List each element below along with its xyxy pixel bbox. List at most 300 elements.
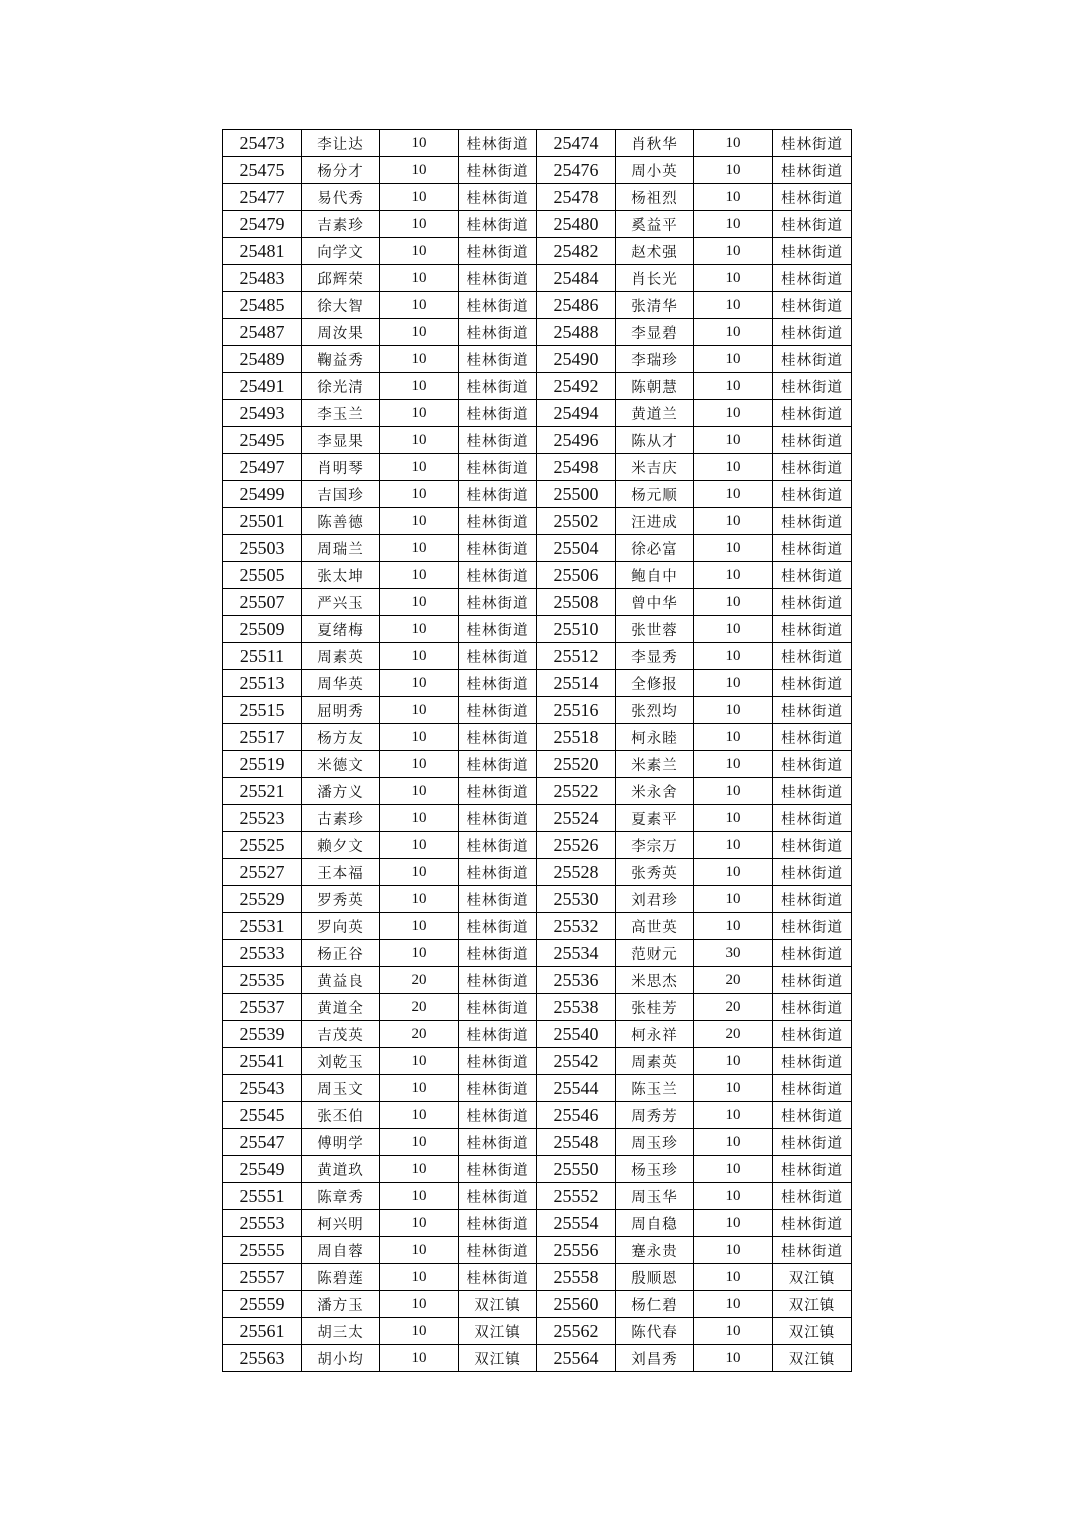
table-row xyxy=(223,940,852,967)
person-name-cell: 李显果 xyxy=(302,427,380,454)
record-id-cell: 25510 xyxy=(537,616,616,643)
place-name-cell: 桂林街道 xyxy=(773,1156,852,1183)
record-id-cell: 25557 xyxy=(223,1264,302,1291)
amount-value-cell: 10 xyxy=(694,805,773,832)
amount-value-cell: 10 xyxy=(380,454,459,481)
record-id-cell: 25535 xyxy=(223,967,302,994)
record-id-cell: 25492 xyxy=(537,373,616,400)
record-id-cell: 25500 xyxy=(537,481,616,508)
record-id-cell: 25536 xyxy=(537,967,616,994)
amount-value-cell: 10 xyxy=(694,400,773,427)
amount-value-cell: 10 xyxy=(694,1345,773,1372)
amount-value-cell: 10 xyxy=(380,670,459,697)
record-id-cell: 25544 xyxy=(537,1075,616,1102)
amount-value-cell: 10 xyxy=(380,265,459,292)
place-name-cell: 双江镇 xyxy=(773,1318,852,1345)
amount-value-cell: 10 xyxy=(694,1075,773,1102)
amount-value-cell: 10 xyxy=(380,832,459,859)
table-row xyxy=(223,1237,852,1264)
place-name-cell: 桂林街道 xyxy=(773,940,852,967)
record-id-cell: 25537 xyxy=(223,994,302,1021)
place-name-cell: 桂林街道 xyxy=(459,751,537,778)
amount-value-cell: 10 xyxy=(694,886,773,913)
record-id-cell: 25503 xyxy=(223,535,302,562)
place-name-cell: 双江镇 xyxy=(459,1345,537,1372)
person-name-cell: 古素珍 xyxy=(302,805,380,832)
table-row xyxy=(223,481,852,508)
amount-value-cell: 10 xyxy=(694,589,773,616)
place-name-cell: 桂林街道 xyxy=(773,130,852,157)
amount-value-cell: 10 xyxy=(380,535,459,562)
amount-value-cell: 10 xyxy=(380,373,459,400)
table-row xyxy=(223,643,852,670)
person-name-cell: 刘昌秀 xyxy=(616,1345,694,1372)
amount-value-cell: 10 xyxy=(694,481,773,508)
amount-value-cell: 10 xyxy=(380,481,459,508)
record-id-cell: 25475 xyxy=(223,157,302,184)
record-id-cell: 25549 xyxy=(223,1156,302,1183)
record-id-cell: 25545 xyxy=(223,1102,302,1129)
table-row xyxy=(223,184,852,211)
table-row xyxy=(223,994,852,1021)
record-id-cell: 25488 xyxy=(537,319,616,346)
amount-value-cell: 10 xyxy=(694,535,773,562)
record-id-cell: 25516 xyxy=(537,697,616,724)
person-name-cell: 周素英 xyxy=(302,643,380,670)
place-name-cell: 桂林街道 xyxy=(459,400,537,427)
place-name-cell: 桂林街道 xyxy=(773,697,852,724)
record-id-cell: 25496 xyxy=(537,427,616,454)
record-id-cell: 25502 xyxy=(537,508,616,535)
roster-body xyxy=(223,130,852,1372)
amount-value-cell: 10 xyxy=(380,1210,459,1237)
person-name-cell: 柯兴明 xyxy=(302,1210,380,1237)
place-name-cell: 桂林街道 xyxy=(773,832,852,859)
place-name-cell: 桂林街道 xyxy=(459,157,537,184)
record-id-cell: 25512 xyxy=(537,643,616,670)
record-id-cell: 25556 xyxy=(537,1237,616,1264)
record-id-cell: 25523 xyxy=(223,805,302,832)
person-name-cell: 杨玉珍 xyxy=(616,1156,694,1183)
table-row xyxy=(223,670,852,697)
table-row xyxy=(223,589,852,616)
record-id-cell: 25561 xyxy=(223,1318,302,1345)
place-name-cell: 桂林街道 xyxy=(773,1048,852,1075)
place-name-cell: 桂林街道 xyxy=(459,643,537,670)
person-name-cell: 吉茂英 xyxy=(302,1021,380,1048)
table-row xyxy=(223,751,852,778)
amount-value-cell: 10 xyxy=(380,238,459,265)
record-id-cell: 25550 xyxy=(537,1156,616,1183)
record-id-cell: 25481 xyxy=(223,238,302,265)
person-name-cell: 向学文 xyxy=(302,238,380,265)
person-name-cell: 杨祖烈 xyxy=(616,184,694,211)
amount-value-cell: 20 xyxy=(380,994,459,1021)
record-id-cell: 25564 xyxy=(537,1345,616,1372)
place-name-cell: 桂林街道 xyxy=(773,724,852,751)
amount-value-cell: 10 xyxy=(380,1156,459,1183)
table-row xyxy=(223,1075,852,1102)
record-id-cell: 25521 xyxy=(223,778,302,805)
place-name-cell: 桂林街道 xyxy=(459,967,537,994)
person-name-cell: 胡小均 xyxy=(302,1345,380,1372)
record-id-cell: 25478 xyxy=(537,184,616,211)
table-row xyxy=(223,211,852,238)
person-name-cell: 高世英 xyxy=(616,913,694,940)
person-name-cell: 胡三太 xyxy=(302,1318,380,1345)
place-name-cell: 桂林街道 xyxy=(459,697,537,724)
person-name-cell: 张桂芳 xyxy=(616,994,694,1021)
table-row xyxy=(223,1102,852,1129)
amount-value-cell: 10 xyxy=(694,616,773,643)
place-name-cell: 桂林街道 xyxy=(773,1021,852,1048)
roster-table xyxy=(222,129,852,1372)
person-name-cell: 罗向英 xyxy=(302,913,380,940)
table-row xyxy=(223,1129,852,1156)
amount-value-cell: 10 xyxy=(380,346,459,373)
place-name-cell: 桂林街道 xyxy=(459,562,537,589)
place-name-cell: 桂林街道 xyxy=(459,778,537,805)
amount-value-cell: 10 xyxy=(380,1075,459,1102)
record-id-cell: 25494 xyxy=(537,400,616,427)
amount-value-cell: 10 xyxy=(380,400,459,427)
record-id-cell: 25528 xyxy=(537,859,616,886)
person-name-cell: 夏素平 xyxy=(616,805,694,832)
amount-value-cell: 10 xyxy=(380,940,459,967)
record-id-cell: 25490 xyxy=(537,346,616,373)
amount-value-cell: 20 xyxy=(694,994,773,1021)
place-name-cell: 桂林街道 xyxy=(773,481,852,508)
record-id-cell: 25514 xyxy=(537,670,616,697)
place-name-cell: 桂林街道 xyxy=(773,427,852,454)
person-name-cell: 周自稳 xyxy=(616,1210,694,1237)
person-name-cell: 周玉华 xyxy=(616,1183,694,1210)
person-name-cell: 柯永睦 xyxy=(616,724,694,751)
amount-value-cell: 10 xyxy=(380,508,459,535)
place-name-cell: 桂林街道 xyxy=(459,1102,537,1129)
amount-value-cell: 10 xyxy=(380,157,459,184)
amount-value-cell: 10 xyxy=(380,1318,459,1345)
place-name-cell: 桂林街道 xyxy=(459,670,537,697)
table-row xyxy=(223,1345,852,1372)
table-row xyxy=(223,1291,852,1318)
person-name-cell: 全修报 xyxy=(616,670,694,697)
amount-value-cell: 10 xyxy=(694,238,773,265)
table-row xyxy=(223,1210,852,1237)
amount-value-cell: 10 xyxy=(380,184,459,211)
table-row xyxy=(223,535,852,562)
amount-value-cell: 10 xyxy=(694,1210,773,1237)
table-row xyxy=(223,1156,852,1183)
place-name-cell: 桂林街道 xyxy=(459,1183,537,1210)
place-name-cell: 桂林街道 xyxy=(773,1237,852,1264)
amount-value-cell: 10 xyxy=(380,211,459,238)
record-id-cell: 25491 xyxy=(223,373,302,400)
table-row xyxy=(223,562,852,589)
person-name-cell: 李显碧 xyxy=(616,319,694,346)
table-row xyxy=(223,292,852,319)
amount-value-cell: 10 xyxy=(694,265,773,292)
document-page xyxy=(222,129,851,1372)
place-name-cell: 桂林街道 xyxy=(459,1075,537,1102)
place-name-cell: 桂林街道 xyxy=(773,913,852,940)
amount-value-cell: 10 xyxy=(694,832,773,859)
person-name-cell: 陈玉兰 xyxy=(616,1075,694,1102)
amount-value-cell: 10 xyxy=(380,1345,459,1372)
person-name-cell: 奚益平 xyxy=(616,211,694,238)
amount-value-cell: 10 xyxy=(694,1318,773,1345)
amount-value-cell: 10 xyxy=(694,1102,773,1129)
record-id-cell: 25501 xyxy=(223,508,302,535)
table-row xyxy=(223,454,852,481)
record-id-cell: 25542 xyxy=(537,1048,616,1075)
person-name-cell: 陈代春 xyxy=(616,1318,694,1345)
record-id-cell: 25552 xyxy=(537,1183,616,1210)
record-id-cell: 25499 xyxy=(223,481,302,508)
amount-value-cell: 10 xyxy=(694,346,773,373)
place-name-cell: 桂林街道 xyxy=(773,589,852,616)
amount-value-cell: 10 xyxy=(380,1264,459,1291)
place-name-cell: 桂林街道 xyxy=(459,508,537,535)
person-name-cell: 米德文 xyxy=(302,751,380,778)
table-row xyxy=(223,724,852,751)
record-id-cell: 25532 xyxy=(537,913,616,940)
table-row xyxy=(223,1048,852,1075)
record-id-cell: 25525 xyxy=(223,832,302,859)
place-name-cell: 桂林街道 xyxy=(773,994,852,1021)
amount-value-cell: 10 xyxy=(380,562,459,589)
table-row xyxy=(223,832,852,859)
amount-value-cell: 10 xyxy=(694,1291,773,1318)
place-name-cell: 桂林街道 xyxy=(459,886,537,913)
record-id-cell: 25560 xyxy=(537,1291,616,1318)
record-id-cell: 25495 xyxy=(223,427,302,454)
person-name-cell: 邱辉荣 xyxy=(302,265,380,292)
record-id-cell: 25476 xyxy=(537,157,616,184)
record-id-cell: 25553 xyxy=(223,1210,302,1237)
person-name-cell: 陈碧莲 xyxy=(302,1264,380,1291)
person-name-cell: 徐光清 xyxy=(302,373,380,400)
person-name-cell: 易代秀 xyxy=(302,184,380,211)
place-name-cell: 桂林街道 xyxy=(459,859,537,886)
record-id-cell: 25551 xyxy=(223,1183,302,1210)
amount-value-cell: 10 xyxy=(380,805,459,832)
person-name-cell: 徐大智 xyxy=(302,292,380,319)
person-name-cell: 傅明学 xyxy=(302,1129,380,1156)
amount-value-cell: 10 xyxy=(380,1048,459,1075)
place-name-cell: 桂林街道 xyxy=(459,1129,537,1156)
amount-value-cell: 10 xyxy=(380,697,459,724)
record-id-cell: 25482 xyxy=(537,238,616,265)
place-name-cell: 桂林街道 xyxy=(459,724,537,751)
place-name-cell: 桂林街道 xyxy=(459,265,537,292)
record-id-cell: 25539 xyxy=(223,1021,302,1048)
record-id-cell: 25487 xyxy=(223,319,302,346)
record-id-cell: 25484 xyxy=(537,265,616,292)
table-row xyxy=(223,130,852,157)
amount-value-cell: 10 xyxy=(380,589,459,616)
place-name-cell: 桂林街道 xyxy=(773,535,852,562)
amount-value-cell: 10 xyxy=(380,319,459,346)
place-name-cell: 桂林街道 xyxy=(773,319,852,346)
person-name-cell: 张清华 xyxy=(616,292,694,319)
person-name-cell: 范财元 xyxy=(616,940,694,967)
table-row xyxy=(223,967,852,994)
record-id-cell: 25517 xyxy=(223,724,302,751)
record-id-cell: 25554 xyxy=(537,1210,616,1237)
record-id-cell: 25486 xyxy=(537,292,616,319)
table-row xyxy=(223,913,852,940)
amount-value-cell: 10 xyxy=(694,643,773,670)
amount-value-cell: 10 xyxy=(380,1183,459,1210)
record-id-cell: 25497 xyxy=(223,454,302,481)
table-row xyxy=(223,238,852,265)
person-name-cell: 李让达 xyxy=(302,130,380,157)
place-name-cell: 桂林街道 xyxy=(459,454,537,481)
place-name-cell: 桂林街道 xyxy=(773,292,852,319)
person-name-cell: 杨正谷 xyxy=(302,940,380,967)
place-name-cell: 桂林街道 xyxy=(459,292,537,319)
record-id-cell: 25529 xyxy=(223,886,302,913)
place-name-cell: 桂林街道 xyxy=(459,1021,537,1048)
person-name-cell: 杨分才 xyxy=(302,157,380,184)
place-name-cell: 桂林街道 xyxy=(459,913,537,940)
amount-value-cell: 10 xyxy=(380,292,459,319)
person-name-cell: 殷顺恩 xyxy=(616,1264,694,1291)
person-name-cell: 米思杰 xyxy=(616,967,694,994)
record-id-cell: 25489 xyxy=(223,346,302,373)
person-name-cell: 米永舍 xyxy=(616,778,694,805)
record-id-cell: 25479 xyxy=(223,211,302,238)
record-id-cell: 25534 xyxy=(537,940,616,967)
person-name-cell: 肖长光 xyxy=(616,265,694,292)
person-name-cell: 杨元顺 xyxy=(616,481,694,508)
table-row xyxy=(223,265,852,292)
place-name-cell: 桂林街道 xyxy=(459,1264,537,1291)
amount-value-cell: 30 xyxy=(694,940,773,967)
place-name-cell: 桂林街道 xyxy=(773,562,852,589)
record-id-cell: 25493 xyxy=(223,400,302,427)
place-name-cell: 桂林街道 xyxy=(773,751,852,778)
place-name-cell: 桂林街道 xyxy=(773,967,852,994)
amount-value-cell: 10 xyxy=(380,1102,459,1129)
table-row xyxy=(223,373,852,400)
person-name-cell: 王本福 xyxy=(302,859,380,886)
place-name-cell: 桂林街道 xyxy=(459,130,537,157)
table-row xyxy=(223,778,852,805)
record-id-cell: 25526 xyxy=(537,832,616,859)
place-name-cell: 桂林街道 xyxy=(773,508,852,535)
table-row xyxy=(223,427,852,454)
amount-value-cell: 10 xyxy=(694,1183,773,1210)
person-name-cell: 米素兰 xyxy=(616,751,694,778)
amount-value-cell: 10 xyxy=(380,913,459,940)
record-id-cell: 25518 xyxy=(537,724,616,751)
amount-value-cell: 10 xyxy=(694,913,773,940)
person-name-cell: 夏绪梅 xyxy=(302,616,380,643)
record-id-cell: 25505 xyxy=(223,562,302,589)
place-name-cell: 桂林街道 xyxy=(773,616,852,643)
place-name-cell: 桂林街道 xyxy=(773,157,852,184)
amount-value-cell: 10 xyxy=(694,751,773,778)
place-name-cell: 桂林街道 xyxy=(459,940,537,967)
record-id-cell: 25555 xyxy=(223,1237,302,1264)
person-name-cell: 周秀芳 xyxy=(616,1102,694,1129)
amount-value-cell: 10 xyxy=(380,1291,459,1318)
record-id-cell: 25540 xyxy=(537,1021,616,1048)
person-name-cell: 刘乾玉 xyxy=(302,1048,380,1075)
place-name-cell: 桂林街道 xyxy=(773,886,852,913)
place-name-cell: 桂林街道 xyxy=(459,535,537,562)
place-name-cell: 桂林街道 xyxy=(459,346,537,373)
person-name-cell: 赖夕文 xyxy=(302,832,380,859)
record-id-cell: 25541 xyxy=(223,1048,302,1075)
amount-value-cell: 10 xyxy=(380,724,459,751)
person-name-cell: 曾中华 xyxy=(616,589,694,616)
table-row xyxy=(223,1264,852,1291)
amount-value-cell: 10 xyxy=(694,427,773,454)
person-name-cell: 黄道兰 xyxy=(616,400,694,427)
place-name-cell: 桂林街道 xyxy=(459,184,537,211)
place-name-cell: 桂林街道 xyxy=(773,184,852,211)
place-name-cell: 桂林街道 xyxy=(459,427,537,454)
record-id-cell: 25531 xyxy=(223,913,302,940)
person-name-cell: 柯永祥 xyxy=(616,1021,694,1048)
amount-value-cell: 10 xyxy=(694,562,773,589)
person-name-cell: 黄道全 xyxy=(302,994,380,1021)
amount-value-cell: 10 xyxy=(694,211,773,238)
record-id-cell: 25474 xyxy=(537,130,616,157)
amount-value-cell: 10 xyxy=(380,643,459,670)
amount-value-cell: 10 xyxy=(380,859,459,886)
place-name-cell: 桂林街道 xyxy=(459,994,537,1021)
place-name-cell: 桂林街道 xyxy=(773,211,852,238)
table-row xyxy=(223,319,852,346)
person-name-cell: 周玉文 xyxy=(302,1075,380,1102)
person-name-cell: 李宗万 xyxy=(616,832,694,859)
table-row xyxy=(223,1318,852,1345)
record-id-cell: 25533 xyxy=(223,940,302,967)
person-name-cell: 周玉珍 xyxy=(616,1129,694,1156)
person-name-cell: 严兴玉 xyxy=(302,589,380,616)
amount-value-cell: 20 xyxy=(694,1021,773,1048)
record-id-cell: 25524 xyxy=(537,805,616,832)
amount-value-cell: 10 xyxy=(694,373,773,400)
record-id-cell: 25562 xyxy=(537,1318,616,1345)
place-name-cell: 双江镇 xyxy=(459,1318,537,1345)
place-name-cell: 双江镇 xyxy=(773,1291,852,1318)
record-id-cell: 25520 xyxy=(537,751,616,778)
person-name-cell: 赵术强 xyxy=(616,238,694,265)
place-name-cell: 桂林街道 xyxy=(773,670,852,697)
record-id-cell: 25546 xyxy=(537,1102,616,1129)
person-name-cell: 陈从才 xyxy=(616,427,694,454)
record-id-cell: 25511 xyxy=(223,643,302,670)
table-row xyxy=(223,859,852,886)
place-name-cell: 桂林街道 xyxy=(459,1156,537,1183)
table-row xyxy=(223,616,852,643)
person-name-cell: 米吉庆 xyxy=(616,454,694,481)
record-id-cell: 25483 xyxy=(223,265,302,292)
person-name-cell: 黄道玖 xyxy=(302,1156,380,1183)
amount-value-cell: 10 xyxy=(380,1237,459,1264)
amount-value-cell: 20 xyxy=(380,967,459,994)
person-name-cell: 周汝果 xyxy=(302,319,380,346)
place-name-cell: 桂林街道 xyxy=(459,211,537,238)
place-name-cell: 桂林街道 xyxy=(459,1237,537,1264)
place-name-cell: 桂林街道 xyxy=(459,805,537,832)
person-name-cell: 黄益良 xyxy=(302,967,380,994)
